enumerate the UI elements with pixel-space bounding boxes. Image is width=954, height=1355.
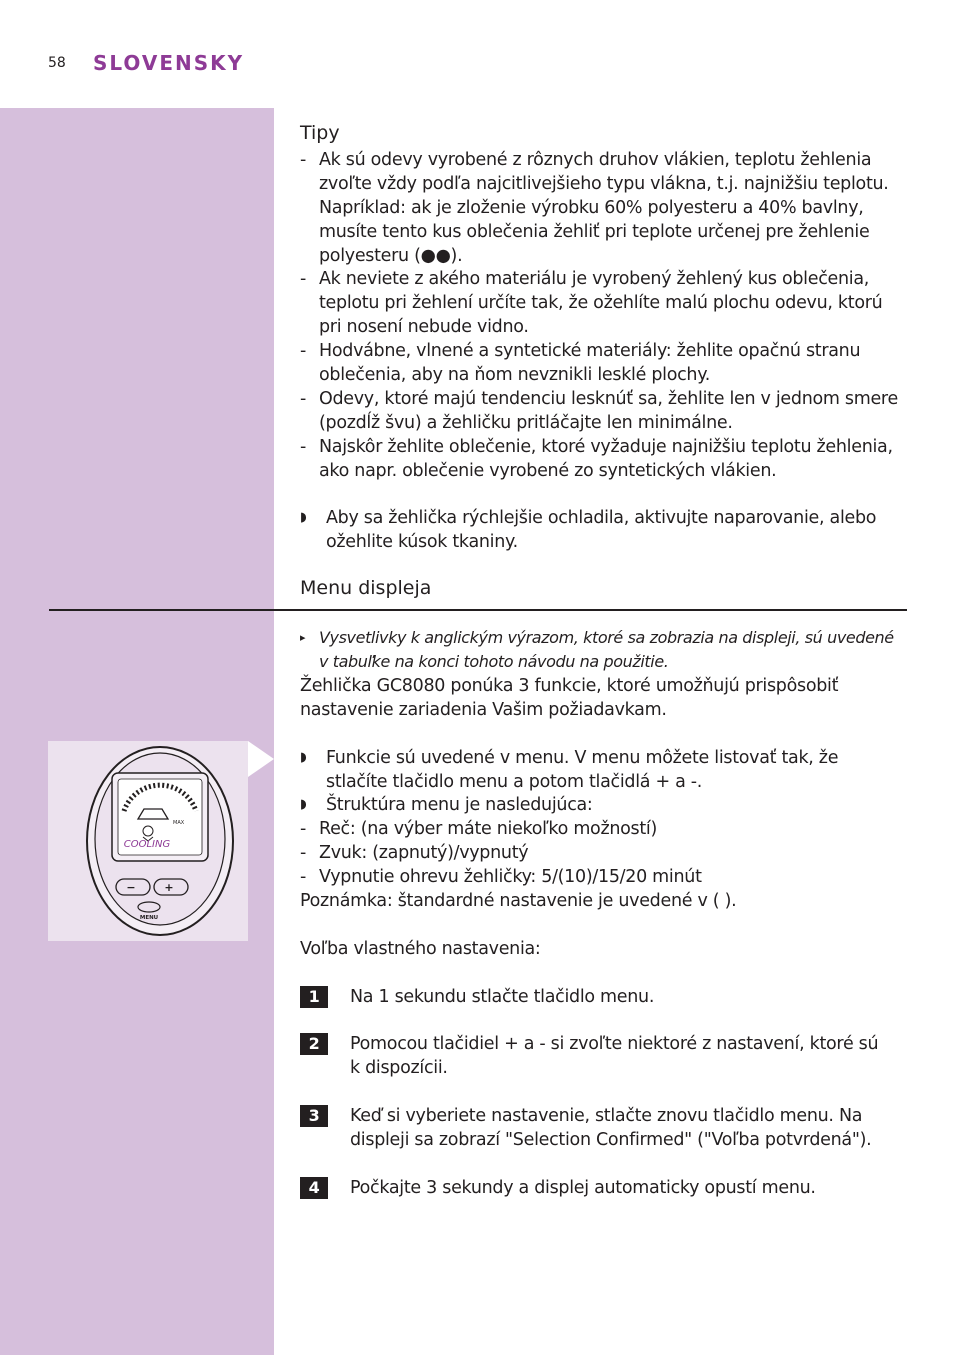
tip-item [300, 148, 910, 268]
bullet-line: Funkcie sú uvedené v menu. V menu môžete listovať tak, že [326, 748, 839, 768]
arrow-bullet-icon: ◗ [300, 797, 307, 812]
menu-item-line: Vypnutie ohrevu žehličky: 5/(10)/15/20 minút [319, 867, 702, 887]
step [300, 1176, 910, 1200]
tip-line: Napríklad: ak je zloženie výrobku 60% polyesteru a 40% bavlny, [319, 198, 864, 218]
tip-line: polyesteru (●●). [319, 246, 463, 266]
minus-button-label: − [126, 881, 136, 894]
bullet-line: ožehlite kúsok tkaniny. [326, 532, 518, 552]
arrow-bullet-icon: ◗ [300, 510, 307, 525]
menu-item-line: Reč: (na výber máte niekoľko možností) [319, 819, 658, 839]
step-line: Počkajte 3 sekundy a displej automaticky opustí menu. [350, 1178, 816, 1198]
max-label: MAX [173, 820, 185, 826]
tip-line: zvoľte vždy podľa najcitlivejšieho typu vlákna, t.j. najnižšiu teplotu. [319, 174, 889, 194]
tip-line: Najskôr žehlite oblečenie, ktoré vyžaduje najnižšiu teplotu žehlenia, [319, 437, 893, 457]
tip-item [300, 267, 910, 339]
dash-mark: - [300, 867, 307, 887]
step [300, 1104, 910, 1152]
step-line: Na 1 sekundu stlačte tlačidlo menu. [350, 987, 655, 1007]
step [300, 985, 910, 1009]
dash-mark: - [300, 437, 307, 457]
step-number: 4 [300, 1177, 328, 1199]
display-status-text: COOLING [123, 839, 171, 850]
language-title: SLOVENSKY [93, 51, 245, 75]
menu-button-label: MENU [139, 915, 159, 921]
menu-bullet [300, 793, 910, 817]
intro-paragraph [300, 674, 910, 722]
note-line: v tabuľke na konci tohoto návodu na použitie. [319, 652, 669, 671]
step-line: Pomocou tlačidiel + a - si zvoľte niektoré z nastavení, ktoré sú [350, 1034, 879, 1054]
arrow-bullet-icon: ◗ [300, 750, 307, 765]
tip-line: Hodvábne, vlnené a syntetické materiály: žehlite opačnú stranu [319, 341, 861, 361]
tip-line: Odevy, ktoré majú tendenciu lesknúť sa, žehlite len v jednom smere [319, 389, 898, 409]
menu-item-line: Zvuk: (zapnutý)/vypnutý [319, 843, 529, 863]
tip-item [300, 435, 910, 483]
step-number: 3 [300, 1105, 328, 1127]
step [300, 1032, 910, 1080]
choose-setting-label: Voľba vlastného nastavenia: [300, 939, 541, 959]
tip-line: oblečenia, aby na ňom nevznikli lesklé plochy. [319, 365, 711, 385]
iron-control-panel-icon [48, 741, 248, 941]
dash-mark: - [300, 150, 307, 170]
dash-mark: - [300, 389, 307, 409]
menu-item [300, 817, 910, 841]
step-line: displeji sa zobrazí "Selection Confirmed" ("Voľba potvrdená"). [350, 1130, 872, 1150]
section-divider [49, 609, 907, 611]
tips-heading: Tipy [300, 122, 340, 144]
step-line: k dispozícii. [350, 1058, 448, 1078]
menu-item [300, 865, 910, 889]
note [300, 626, 910, 674]
tip-item [300, 339, 910, 387]
step-line: Keď si vyberiete nastavenie, stlačte znovu tlačidlo menu. Na [350, 1106, 863, 1126]
tip-line: pri nosení nebude vidno. [319, 317, 529, 337]
tip-line: ako napr. oblečenie vyrobené zo syntetických vlákien. [319, 461, 777, 481]
plus-button-label: + [164, 881, 174, 894]
tip-line: teplotu pri žehlení určíte tak, že ožehlíte malú plochu odevu, ktorú [319, 293, 883, 313]
sidebar-band [0, 108, 274, 1355]
dash-mark: - [300, 269, 307, 289]
menu-bullet [300, 746, 910, 794]
iron-display-illustration [48, 741, 248, 941]
triangle-bullet-icon: ▸ [300, 631, 306, 644]
intro-line: nastavenie zariadenia Vašim požiadavkam. [300, 700, 667, 720]
tip-line: Ak neviete z akého materiálu je vyrobený žehlený kus oblečenia, [319, 269, 870, 289]
remark: Poznámka: štandardné nastavenie je uvedené v ( ). [300, 891, 737, 911]
dash-mark: - [300, 843, 307, 863]
bullet-line: Aby sa žehlička rýchlejšie ochladila, aktivujte naparovanie, alebo [326, 508, 877, 528]
step-number: 2 [300, 1033, 328, 1055]
intro-line: Žehlička GC8080 ponúka 3 funkcie, ktoré umožňujú prispôsobiť [300, 676, 839, 696]
note-line: Vysvetlivky k anglickým výrazom, ktoré sa zobrazia na displeji, sú uvedené [319, 628, 894, 647]
step-number: 1 [300, 986, 328, 1008]
dash-mark: - [300, 341, 307, 361]
bullet-line: stlačíte tlačidlo menu a potom tlačidlá + a -. [326, 772, 703, 792]
tip-line: musíte tento kus oblečenia žehliť pri teplote určenej pre žehlenie [319, 222, 870, 242]
tip-line: Ak sú odevy vyrobené z rôznych druhov vlákien, teplotu žehlenia [319, 150, 872, 170]
page-number: 58 [48, 55, 66, 71]
tips-bullet [300, 506, 910, 554]
tip-line: (pozdĺž švu) a žehličku pritláčajte len minimálne. [319, 413, 733, 433]
figure-pointer [248, 741, 274, 777]
menu-heading: Menu displeja [300, 577, 432, 599]
menu-item [300, 841, 910, 865]
tip-item [300, 387, 910, 435]
bullet-line: Štruktúra menu je nasledujúca: [326, 795, 593, 815]
dash-mark: - [300, 819, 307, 839]
